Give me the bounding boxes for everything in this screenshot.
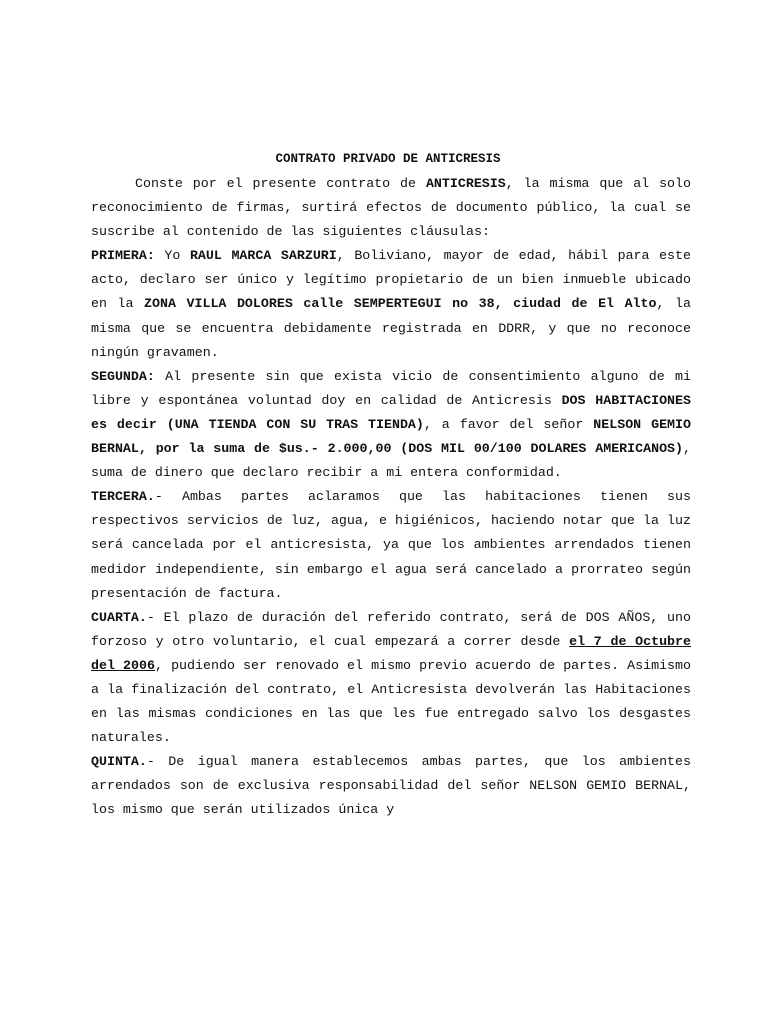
clause-primera-bold-2: ZONA VILLA DOLORES calle SEMPERTEGUI no 38, ciudad de El Alto xyxy=(144,296,657,312)
clause-tercera xyxy=(91,485,691,605)
clause-quinta-label: QUINTA. xyxy=(91,754,147,770)
clause-quinta-text-1: - De igual manera establecemos ambas partes, que los ambientes arrendados son de exclusiva responsabilidad del señor NELSON GEMIO BERNAL, los mismo que serán utilizados única y xyxy=(91,754,691,818)
clause-segunda-text-1: Al presente sin que exista vicio de consentimiento alguno de mi libre y espontánea voluntad doy en calidad de Anticresis xyxy=(91,368,691,408)
clause-segunda-bold-1: DOS HABITACIONES es decir (UNA TIENDA CON SU TRAS TIENDA) xyxy=(91,392,691,432)
clause-segunda-text-2: , a favor del señor xyxy=(423,416,594,432)
clause-primera-text-1: Yo xyxy=(154,248,190,264)
clause-cuarta xyxy=(91,606,691,751)
clause-primera xyxy=(91,244,691,364)
document-body xyxy=(91,172,691,823)
clause-tercera-label: TERCERA. xyxy=(91,489,155,505)
clause-cuarta-text-2: , pudiendo ser renovado el mismo previo acuerdo de partes. Asimismo a la finalización del contrato, el Anticresista devolverán las Habitaciones en las mismas condiciones en las que les fue entregado salvo los desgastes naturales. xyxy=(91,657,691,746)
clause-segunda-label: SEGUNDA: xyxy=(91,368,155,384)
clause-segunda xyxy=(91,365,691,485)
intro-text-2: , la misma que al solo reconocimiento de firmas, surtirá efectos de documento público, la cual se suscribe al contenido de las siguientes cláusulas: xyxy=(91,176,691,240)
clause-primera-label: PRIMERA: xyxy=(91,248,155,264)
page-title: CONTRATO PRIVADO DE ANTICRESIS xyxy=(275,152,501,166)
intro-paragraph xyxy=(91,172,691,244)
clause-cuarta-label: CUARTA. xyxy=(91,609,147,625)
clause-quinta xyxy=(91,750,691,822)
clause-tercera-text-1: - Ambas partes aclaramos que las habitaciones tienen sus respectivos servicios de luz, agua, e higiénicos, haciendo notar que la luz será cancelada por el anticresista, ya que los ambientes arrendados tienen medidor independiente, sin embargo el agua será cancelado a prorrateo según presentación de factura. xyxy=(91,489,691,601)
clause-cuarta-date: el 7 de Octubre del 2006 xyxy=(91,633,691,673)
clause-primera-text-2: , Boliviano, mayor de edad, hábil para este acto, declaro ser único y legítimo propietario de un bien inmueble ubicado en la xyxy=(91,248,691,312)
clause-primera-text-3: , la misma que se encuentra debidamente registrada en DDRR, y que no reconoce ningún gravamen. xyxy=(91,296,691,360)
clause-primera-bold-1: RAUL MARCA SARZURI xyxy=(189,248,337,264)
clause-cuarta-text-1: - El plazo de duración del referido contrato, será de DOS AÑOS, uno forzoso y otro voluntario, el cual empezará a correr desde xyxy=(91,609,691,649)
clause-segunda-text-3: , suma de dinero que declaro recibir a mi entera conformidad. xyxy=(91,441,691,481)
clause-segunda-bold-2: NELSON GEMIO BERNAL, por la suma de $us.- 2.000,00 (DOS MIL 00/100 DOLARES AMERICANOS) xyxy=(91,416,691,457)
intro-bold-1: ANTICRESIS xyxy=(425,176,506,191)
intro-text-1: Conste por el presente contrato de xyxy=(135,176,426,191)
